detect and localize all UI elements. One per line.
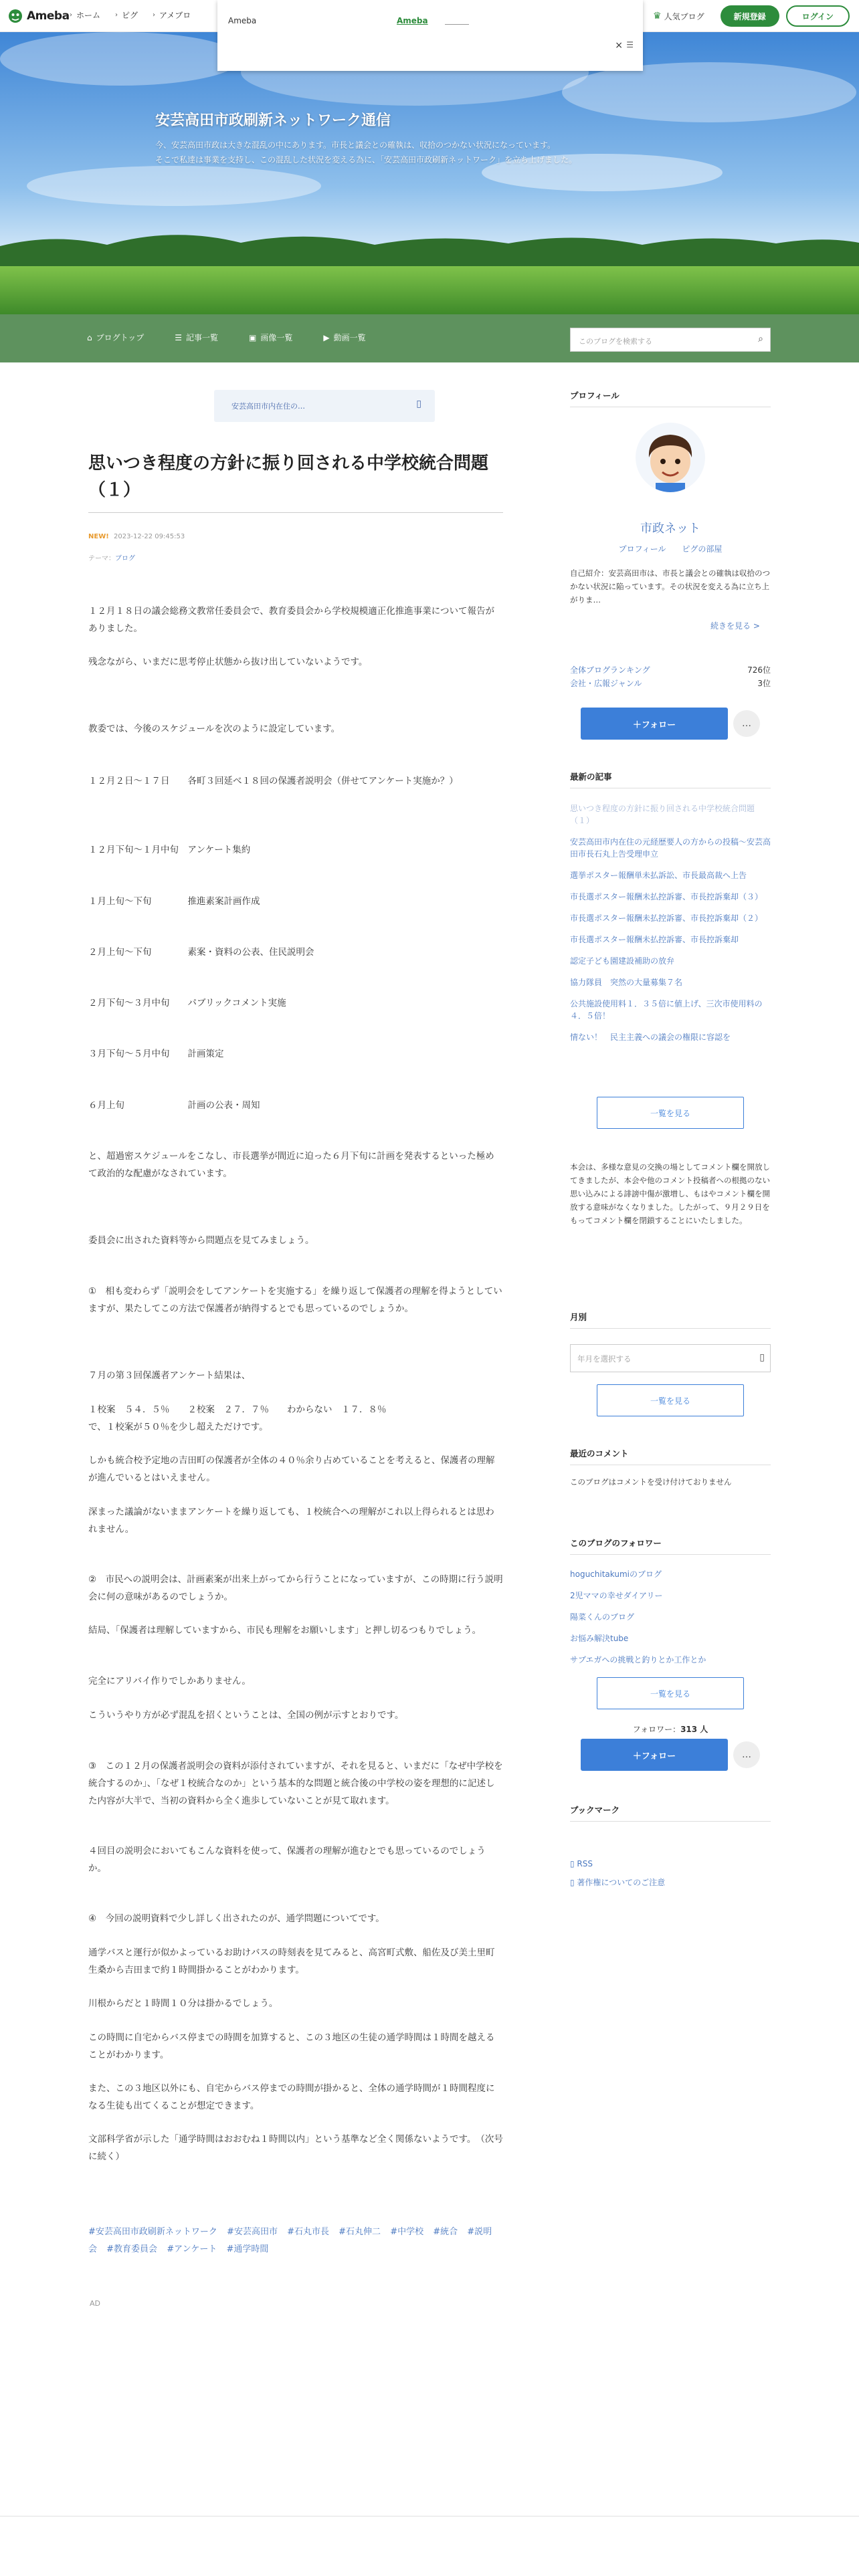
monthly-heading: 月別: [570, 1312, 587, 1322]
chevron-right-icon: ›: [153, 11, 156, 19]
schedule-item: ２月下旬〜３月中旬 パブリックコメント実施: [88, 998, 286, 1008]
pr-text: 安芸高田市内在住の…: [231, 402, 305, 411]
theme-link[interactable]: ブログ: [115, 555, 135, 562]
recent-articles-list: [570, 802, 771, 1053]
profile-heading: プロフィール: [570, 391, 619, 401]
avatar-illustration: [636, 423, 705, 492]
article-list-link[interactable]: ☰ 記事一覧: [175, 332, 219, 342]
ameba-logo[interactable]: [8, 7, 70, 25]
pig-room-link[interactable]: ピグの部屋: [682, 544, 723, 554]
external-link-icon: ▯: [416, 399, 421, 409]
follower-count: フォロワー：313 人: [632, 1725, 708, 1734]
video-icon: ▶: [323, 332, 330, 342]
profile-links: [570, 543, 771, 554]
comment-notice: 本会は、多様な意見の交換の場としてコメント欄を開放してきましたが、本会や他のコメント投稿者への根拠のない思い込みによる誹謗中傷が激増し、もはやコメント欄を開放する意味がなくなりました。したがって、９月２９日をもってコメント欄を閉鎖することにいたしました。: [570, 1162, 770, 1225]
article-paragraph: １２月１８日の議会総務文教常任委員会で、教育委員会から学校規模適正化推進事業について報告がありました。: [88, 606, 494, 634]
follow-button[interactable]: ＋フォロー: [581, 708, 728, 740]
recent-article-link[interactable]: 公共施設使用料１．３５倍に値上げ、三次市使用料の４．５倍！: [570, 999, 763, 1021]
hashtag-link[interactable]: #教育委員会: [106, 2244, 158, 2254]
blog-search-input[interactable]: このブログを検索する ⌕: [570, 328, 771, 352]
follow-button-bottom[interactable]: ＋フォロー: [581, 1739, 728, 1771]
section-divider: [570, 1821, 771, 1822]
month-select[interactable]: 年月を選択する ▯: [570, 1344, 771, 1372]
home-icon: ⌂: [87, 332, 92, 342]
schedule-item: ２月上旬〜下旬 素案・資料の公表、住民説明会: [88, 947, 314, 958]
recent-article-link[interactable]: 協力隊員 突然の大量募集７名: [570, 978, 683, 987]
blog-nav-bar: [0, 314, 859, 362]
ranking-all[interactable]: 全体ブログランキング 726位: [570, 665, 771, 675]
hashtag-link[interactable]: #安芸高田市: [227, 2227, 278, 2237]
followers-list-more-button[interactable]: 一覧を見る: [597, 1677, 744, 1709]
overlay-popup: [217, 0, 643, 71]
title-divider: [88, 512, 503, 513]
comments-text: このブログはコメントを受け付けておりません: [570, 1477, 732, 1487]
recent-article-link[interactable]: 認定子ども園建設補助の放弁: [570, 956, 675, 966]
article-paragraph: １校案 ５４．５％ ２校案 ２７．７％ わからない １７．８％ で、１校案が５０％を少し超えただけです。: [88, 1404, 387, 1432]
hashtag-link[interactable]: #通学時間: [226, 2244, 269, 2254]
article-paragraph: 残念ながら、いまだに思考停止状態から抜け出していないようです。: [88, 657, 368, 667]
popup-divider: [445, 24, 469, 25]
article-meta: [88, 533, 185, 540]
follower-link[interactable]: 2児ママの幸せダイアリー: [570, 1591, 663, 1600]
new-badge: NEW!: [88, 533, 109, 540]
hashtag-list: [88, 2224, 503, 2258]
schedule-item: ３月下旬〜５月中旬 計画策定: [88, 1049, 224, 1059]
article-paragraph: ④ 今回の説明資料で少し詳しく出されたのが、通学問題についてです。: [88, 1913, 385, 1924]
schedule-item: １２月２日〜１７日 各町３回延べ１８回の保護者説明会（併せてアンケート実施か？）: [88, 776, 458, 786]
recent-article-link[interactable]: 市長選ポスター報酬未払控訴審、市長控訴棄却: [570, 935, 739, 944]
article-paragraph: この時間に自宅からバス停までの時間を加算すると、この３地区の生徒の通学時間は１時間を越えることがわかります。: [88, 2032, 495, 2060]
global-nav: [70, 9, 191, 21]
chevron-right-icon: ›: [115, 11, 118, 19]
article-paragraph: 深まった議論がないままアンケートを繰り返しても、１校統合への理解がこれ以上得られるとは思われません。: [88, 1507, 494, 1535]
nav-ameblo[interactable]: › アメブロ: [153, 11, 191, 20]
follower-link[interactable]: hoguchitakumiのブログ: [570, 1570, 662, 1579]
rss-icon: ▯: [570, 1859, 577, 1868]
follower-link[interactable]: お悩み解決tube: [570, 1634, 629, 1643]
article-date: 2023-12-22 09:45:53: [113, 533, 185, 540]
copyright-notice-link[interactable]: ▯ 著作権についてのご注意: [570, 1878, 666, 1887]
section-divider: [570, 1328, 771, 1329]
ad-label: AD: [90, 2299, 100, 2308]
menu-icon[interactable]: ☰: [626, 40, 634, 49]
bookmark-heading: ブックマーク: [570, 1805, 620, 1815]
monthly-list-more-button[interactable]: 一覧を見る: [597, 1384, 744, 1416]
hashtag-link[interactable]: #統合: [433, 2227, 458, 2237]
image-icon: ▣: [249, 332, 257, 342]
more-options-button[interactable]: …: [733, 710, 760, 737]
chevron-right-icon: ›: [70, 11, 72, 19]
blog-header-banner: [0, 32, 859, 314]
ranking-genre[interactable]: 会社・広報ジャンル 3位: [570, 679, 771, 688]
hashtag-link[interactable]: #石丸伸二: [339, 2227, 381, 2237]
recent-article-link[interactable]: 情ない！ 民主主義への議会の権限に容認を: [570, 1033, 731, 1042]
recent-article-link[interactable]: 思いつき程度の方針に振り回される中学校統合問題（１）: [570, 804, 755, 825]
section-divider: [570, 1554, 771, 1555]
profile-name[interactable]: 市政ネット: [640, 522, 700, 536]
hashtag-link[interactable]: #説明会: [88, 2227, 492, 2254]
article-paragraph: 文部科学省が示した「通学時間はおおむね１時間以内」という基準など全く関係ないようです。 （次号に続く）: [88, 2134, 503, 2162]
blog-description: 今、安芸高田市政は大きな混乱の中にあります。市長と議会との確執は、収拾のつかない状況になっています。 そこで私達は事業を支持し、この混乱した状況を変える為に、「安芸高田市政刷新ネットワーク」を立ち上げました。: [155, 140, 577, 165]
article-paragraph: 結局、「保護者は理解していますから、市民も理解をお願いします」と押し切るつもりでしょう。: [88, 1625, 482, 1636]
article-theme: テーマ：ブログ: [88, 555, 135, 562]
hashtag-link[interactable]: #石丸市長: [287, 2227, 329, 2237]
video-list-link[interactable]: ▶ 動画一覧: [323, 332, 366, 342]
article-paragraph: ① 相も変わらず「説明会をしてアンケートを実施する」を繰り返して保護者の理解を得ようとしていますが、果たしてこの方法で保護者が納得するとでも思っているのでしょうか。: [88, 1286, 502, 1314]
recent-list-more-button[interactable]: 一覧を見る: [597, 1097, 744, 1129]
article-paragraph: しかも統合校予定地の吉田町の保護者が全体の４０％余り占めていることを考えると、保護者の理解が進んでいるとはいえません。: [88, 1455, 495, 1483]
blog-top-link[interactable]: ⌂ ブログトップ: [87, 332, 145, 342]
list-icon: ☰: [175, 332, 183, 342]
blog-title[interactable]: 安芸高田市政刷新ネットワーク通信: [155, 112, 391, 129]
recent-article-link[interactable]: 安芸高田市内在住の元経歴要人の方からの投稿〜安芸高田市長石丸上告受理申立: [570, 837, 771, 859]
hashtag-link[interactable]: #安芸高田市政刷新ネットワーク: [88, 2227, 217, 2237]
followers-list: [570, 1568, 771, 1675]
blog-nav-items: [87, 332, 366, 343]
document-icon: ▯: [570, 1878, 577, 1887]
comments-heading: 最近のコメント: [570, 1448, 629, 1459]
recent-heading: 最新の記事: [570, 772, 612, 782]
close-icon[interactable]: ×: [615, 40, 623, 51]
article-paragraph: と、超過密スケジュールをこなし、市長選挙が間近に迫った６月下旬に計画を発表するといった極めて政治的な配慮がなされています。: [88, 1151, 494, 1179]
login-button[interactable]: ログイン: [786, 5, 850, 27]
popup-ameba-link[interactable]: Ameba: [397, 16, 428, 25]
article-paragraph: 教委では、今後のスケジュールを次のように設定しています。: [88, 724, 341, 734]
nav-home[interactable]: › ホーム: [70, 11, 101, 20]
followers-heading: このブログのフォロワー: [570, 1538, 662, 1548]
article-paragraph: ② 市民への説明会は、計画素案が出来上がってから行うことになっていますが、この時期に行う説明会に何の意味があるのでしょうか。: [88, 1574, 503, 1602]
popular-blog-link[interactable]: ♛ 人気ブログ: [653, 11, 704, 21]
top-right-actions: [653, 5, 850, 27]
article-paragraph: ４回目の説明会においてもこんな資料を使って、保護者の理解が進むとでも思っているのでしょうか。: [88, 1846, 486, 1874]
article-paragraph: 通学バスと運行が似かよっているお助けバスの時刻表を見てみると、高宮町式敷、船佐及び美土里町生桑から吉田まで約１時間掛かることがわかります。: [88, 1947, 495, 1975]
sky-field-illustration: [0, 32, 859, 314]
profile-link[interactable]: プロフィール: [618, 544, 666, 554]
recent-article-link[interactable]: 選挙ポスター報酬単未払訴訟、市長最高裁へ上告: [570, 871, 747, 880]
follower-link[interactable]: 陽菜くんのブログ: [570, 1612, 635, 1622]
popup-label: Ameba: [228, 16, 257, 25]
recent-article-link[interactable]: 市長選ポスター報酬未払控訴審、市長控訴棄却（２）: [570, 914, 763, 923]
article-paragraph: 委員会に出された資料等から問題点を見てみましょう。: [88, 1235, 314, 1246]
crown-icon: ♛: [653, 11, 662, 21]
nav-pigg[interactable]: › ピグ: [115, 11, 138, 20]
search-icon[interactable]: ⌕: [758, 334, 763, 344]
more-options-button-bottom[interactable]: …: [733, 1741, 760, 1768]
avatar[interactable]: [636, 423, 705, 492]
profile-description: 自己紹介：安芸高田市は、市長と議会との確執は収拾のつかない状況に陥っています。その状況を変える為に立ち上がりま…: [570, 568, 770, 605]
article-title: 思いつき程度の方針に振り回される中学校統合問題（１）: [88, 453, 489, 500]
hashtag-link[interactable]: #中学校: [390, 2227, 424, 2237]
rss-link[interactable]: ▯ RSS: [570, 1859, 593, 1868]
image-list-link[interactable]: ▣ 画像一覧: [249, 332, 293, 342]
article-paragraph: ７月の第３回保護者アンケート結果は、: [88, 1370, 251, 1381]
follower-link[interactable]: サブエガへの挑戦と釣りとか工作とか: [570, 1655, 706, 1665]
register-button[interactable]: 新規登録: [721, 5, 779, 27]
calendar-icon: ▯: [759, 1352, 765, 1363]
article-paragraph: また、この３地区以外にも、自宅からバス停までの時間が掛かると、全体の通学時間が１時間程度になる生徒も出てくることが想定できます。: [88, 2083, 495, 2111]
schedule-item: ６月上旬 計画の公表・周知: [88, 1100, 260, 1111]
schedule-item: １月上旬〜下旬 推進素案計画作成: [88, 896, 260, 907]
article-paragraph: 完全にアリバイ作りでしかありません。: [88, 1676, 251, 1687]
ameba-logo-text: Ameba: [27, 9, 70, 23]
article-paragraph: こういうやり方が必ず混乱を招くということは、全国の例が示すとおりです。: [88, 1710, 404, 1721]
article-paragraph: ③ この１２月の保護者説明会の資料が添付されていますが、それを見ると、いまだに「なぜ中学校を統合するのか」、「なぜ１校統合なのか」という基本的な問題と統合後の中学校の姿を理想的に記述した内容が大半で、当初の資料から全く進歩していないことが見て取れます。: [88, 1761, 503, 1806]
article-paragraph: 川根からだと１時間１０分は掛かるでしょう。: [88, 1998, 278, 2009]
ameba-logo-icon: [8, 8, 23, 24]
pr-banner[interactable]: [214, 390, 435, 422]
hashtag-link[interactable]: #アンケート: [167, 2244, 217, 2254]
read-more-link[interactable]: 続きを見る >: [710, 621, 760, 631]
recent-article-link[interactable]: 市長選ポスター報酬未払控訴審、市長控訴棄却（３）: [570, 892, 763, 901]
schedule-item: １２月下旬〜１月中旬 アンケート集約: [88, 845, 251, 855]
